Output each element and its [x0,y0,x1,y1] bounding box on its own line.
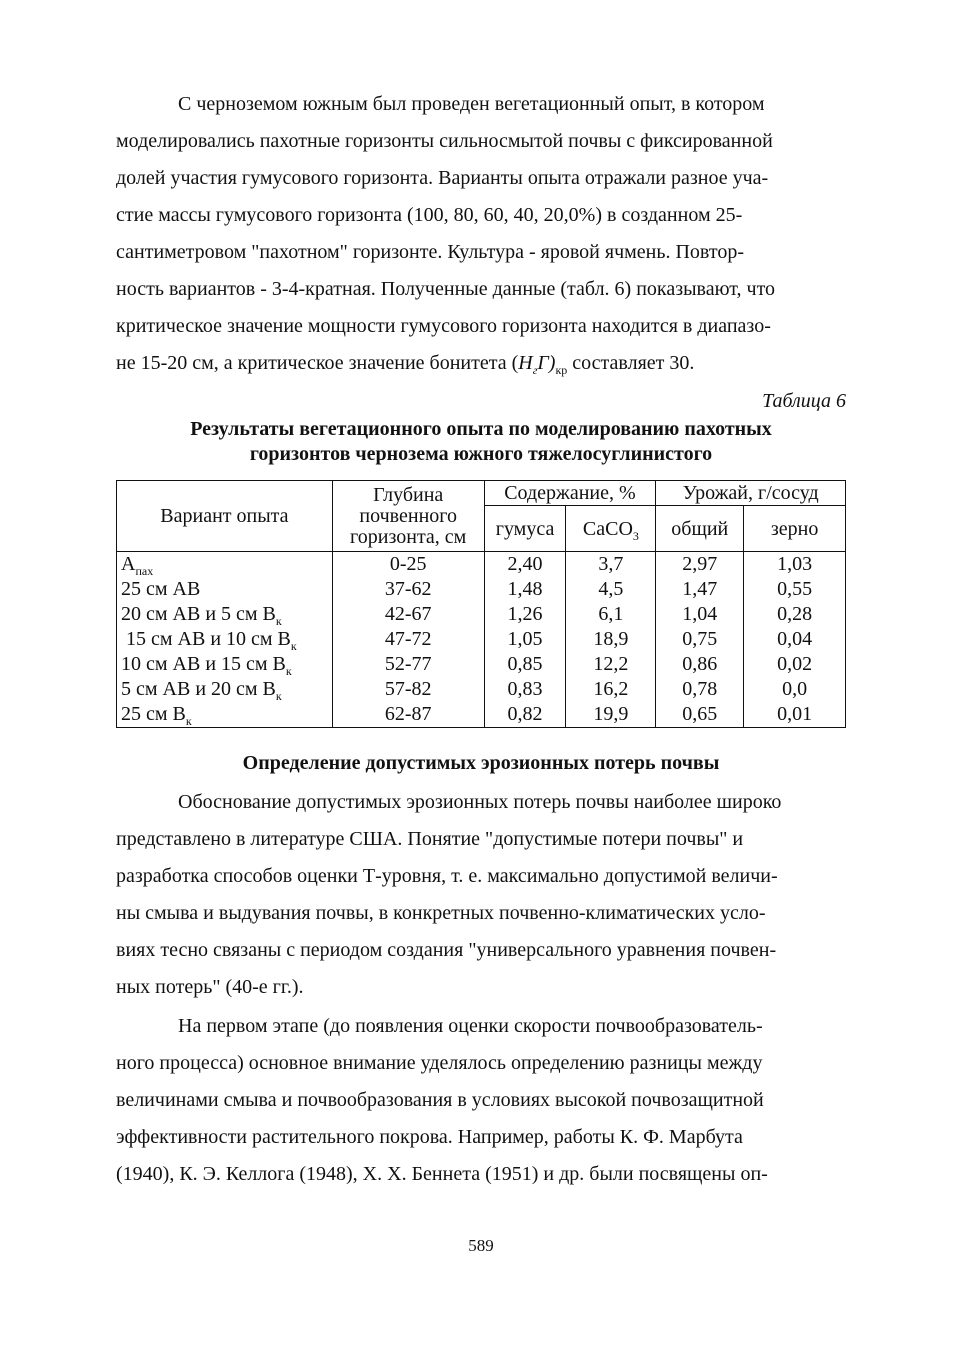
table-row [117,627,846,652]
table-row [117,552,846,578]
text-line: виях тесно связаны с периодом создания "универсального уравнения почвен- [116,939,777,961]
cell-humus: 1,05 [484,627,566,652]
cell-grain: 0,01 [744,702,846,728]
text-line: стие массы гумусового горизонта (100, 80, 60, 40, 20,0%) в созданном 25- [116,204,743,226]
formula-sub-kr: кр [555,363,568,377]
cell-variant [117,552,333,578]
text-line-last [116,345,842,382]
page-number: 589 [468,1236,494,1255]
cell-variant [117,627,333,652]
cell-total: 0,86 [656,652,744,677]
cell-humus: 1,26 [484,602,566,627]
header-depth-line: Глубина [373,483,444,506]
text-line: сантиметровом "пахотном" горизонте. Культура - яровой ячмень. Повтор- [116,241,745,263]
header-humus: гумуса [484,506,566,552]
cell-grain: 1,03 [744,552,846,578]
variant-sub: к [275,689,282,703]
cell-total: 1,04 [656,602,744,627]
header-variant: Вариант опыта [117,481,333,552]
table-title-line: горизонтов чернозема южного тяжелосуглинистого [249,443,713,465]
variant-text: 20 см AB и 5 см B [121,603,276,625]
table-row [117,602,846,627]
header-depth [332,481,484,552]
header-total: общий [656,506,744,552]
variant-text: 25 см B [121,703,186,725]
results-table [116,480,846,728]
cell-caco3: 18,9 [566,627,656,652]
text-line: величинами смыва и почвообразования в условиях высокой почвозащитной [116,1089,764,1111]
variant-sub: к [275,614,282,628]
cell-humus: 2,40 [484,552,566,578]
cell-total: 1,47 [656,577,744,602]
text-line: критическое значение мощности гумусового горизонта находится в диапазо- [116,315,771,337]
header-depth-line: почвенного [359,504,457,527]
variant-text: 5 см AB и 20 см B [121,678,276,700]
cell-grain: 0,04 [744,627,846,652]
header-content: Содержание, % [484,481,656,506]
text-line: разработка способов оценки Т-уровня, т. е. максимально допустимой величи- [116,865,778,887]
intro-paragraph [116,86,842,382]
table-row [117,577,846,602]
header-grain: зерно [744,506,846,552]
header-caco3-main: CaCO [582,517,633,540]
text-line: ны смыва и выдувания почвы, в конкретных почвенно-климатических усло- [116,902,766,924]
text-line: С черноземом южным был проведен вегетационный опыт, в котором [178,93,765,115]
cell-caco3: 12,2 [566,652,656,677]
formula-sub-g: г [532,363,538,377]
cell-depth: 37-62 [332,577,484,602]
cell-variant [117,677,333,702]
cell-total: 2,97 [656,552,744,578]
cell-total: 0,75 [656,627,744,652]
cell-caco3: 16,2 [566,677,656,702]
cell-caco3: 4,5 [566,577,656,602]
variant-sub: к [285,664,292,678]
cell-depth: 47-72 [332,627,484,652]
cell-humus: 0,82 [484,702,566,728]
variant-text: 10 см AB и 15 см B [121,653,286,675]
section-heading: Определение допустимых эрозионных потерь почвы [242,752,720,774]
cell-caco3: 19,9 [566,702,656,728]
cell-depth: 57-82 [332,677,484,702]
cell-variant [117,602,333,627]
cell-grain: 0,55 [744,577,846,602]
cell-grain: 0,0 [744,677,846,702]
cell-total: 0,65 [656,702,744,728]
variant-sub: к [185,714,192,728]
cell-humus: 0,83 [484,677,566,702]
formula-bonitet [518,352,556,377]
table-row [117,702,846,728]
cell-grain: 0,28 [744,602,846,627]
table-row [117,652,846,677]
text-line: представлено в литературе США. Понятие "допустимые потери почвы" и [116,828,744,850]
cell-depth: 62-87 [332,702,484,728]
section2-paragraph-1 [116,784,842,1006]
header-yield: Урожай, г/сосуд [656,481,846,506]
text-fragment: не 15-20 см, а критическое значение бонитета ( [116,352,519,374]
table-row [117,677,846,702]
formula-h: H [518,352,533,374]
text-line: На первом этапе (до появления оценки скорости почвообразователь- [178,1015,763,1037]
cell-depth: 52-77 [332,652,484,677]
text-fragment: составляет 30. [567,352,695,374]
text-line: (1940), К. Э. Келлога (1948), Х. Х. Беннета (1951) и др. были посвящены оп- [116,1163,768,1185]
formula-G: Г) [537,352,556,374]
cell-total: 0,78 [656,677,744,702]
table-title-line: Результаты вегетационного опыта по моделированию пахотных [190,418,772,440]
cell-caco3: 3,7 [566,552,656,578]
text-line: Обоснование допустимых эрозионных потерь почвы наиболее широко [178,791,782,813]
cell-variant [117,702,333,728]
cell-humus: 1,48 [484,577,566,602]
header-caco3-sub: 3 [632,528,639,543]
cell-grain: 0,02 [744,652,846,677]
table-caption: Таблица 6 [762,390,846,412]
variant-text: 15 см AB и 10 см B [121,628,291,650]
cell-variant [117,652,333,677]
table-title [116,417,846,467]
header-depth-line: горизонта, см [350,525,467,548]
variant-text: A [121,553,136,575]
cell-depth: 42-67 [332,602,484,627]
variant-sub: пах [135,564,154,578]
text-line: ных потерь" (40-е гг.). [116,976,304,998]
variant-sub: к [290,639,297,653]
variant-text: 25 см AB [121,578,201,600]
text-line: ность вариантов - 3-4-кратная. Полученные данные (табл. 6) показывают, что [116,278,776,300]
text-line: ного процесса) основное внимание уделялось определению разницы между [116,1052,763,1074]
cell-variant [117,577,333,602]
cell-humus: 0,85 [484,652,566,677]
text-line: долей участия гумусового горизонта. Варианты опыта отражали разное уча- [116,167,769,189]
text-line: эффективности растительного покрова. Например, работы К. Ф. Марбута [116,1126,743,1148]
text-line: моделировались пахотные горизонты сильносмытой почвы с фиксированной [116,130,773,152]
cell-depth: 0-25 [332,552,484,578]
section2-paragraph-2 [116,1008,842,1193]
header-caco3 [566,506,656,552]
cell-caco3: 6,1 [566,602,656,627]
